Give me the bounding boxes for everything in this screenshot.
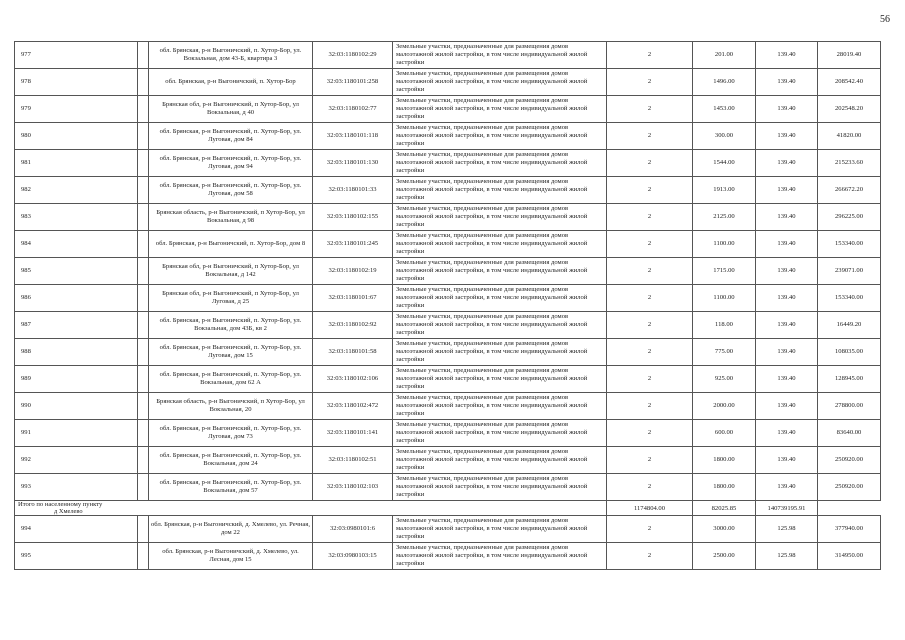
row-number: 983 [15,204,138,231]
land-category-cell: Земельные участки, предназначенные для размещения домов малоэтажной жилой застройки, в том числе индивидуальной жилой застройки [393,177,607,204]
area-cell: 1800.00 [693,474,756,501]
table-row [15,150,881,177]
table-row [15,204,881,231]
row-number: 986 [15,285,138,312]
land-category-cell: Земельные участки, предназначенные для размещения домов малоэтажной жилой застройки, в том числе индивидуальной жилой застройки [393,516,607,543]
area-cell: 1453.00 [693,96,756,123]
area-cell: 1544.00 [693,150,756,177]
table-row [15,312,881,339]
blank-cell [138,447,149,474]
rate-cell: 139.40 [756,339,818,366]
cadastral-number-cell: 32:03:1180102:19 [313,258,393,285]
blank-cell [138,474,149,501]
row-number: 994 [15,516,138,543]
blank-cell [138,258,149,285]
address-cell: обл. Брянская, р-н Выгоничский, п. Хутор-Бор, ул. Вокзальная, дом 62 А [149,366,313,393]
area-cell: 201.00 [693,42,756,69]
row-number: 988 [15,339,138,366]
table-row [15,123,881,150]
rate-cell: 139.40 [756,420,818,447]
blank-cell [138,543,149,570]
table-row [15,69,881,96]
row-number: 992 [15,447,138,474]
blank-cell [138,366,149,393]
rate-cell: 139.40 [756,123,818,150]
cadastral-value-cell: 239071.00 [818,258,881,285]
cadastral-value-cell: 153340.00 [818,231,881,258]
cadastral-value-cell: 41820.00 [818,123,881,150]
cadastral-value-cell: 250920.00 [818,474,881,501]
address-cell: обл. Брянская, р-н Выгоничский, п. Хутор-Бор, ул. Луговая, дом 58 [149,177,313,204]
table-row [15,543,881,570]
group-cell: 2 [607,285,693,312]
cadastral-value-cell: 202548.20 [818,96,881,123]
address-cell: обл. Брянская, р-н Выгоничский, д. Хмелево, ул. Лесная, дом 15 [149,543,313,570]
area-cell: 925.00 [693,366,756,393]
address-cell: обл. Брянская, р-н Выгоничский, п. Хутор-Бор, ул. Вокзальная, дом 57 [149,474,313,501]
group-cell: 2 [607,150,693,177]
rate-cell: 139.40 [756,150,818,177]
land-category-cell: Земельные участки, предназначенные для размещения домов малоэтажной жилой застройки, в том числе индивидуальной жилой застройки [393,96,607,123]
cadastral-number-cell: 32:03:1180102:106 [313,366,393,393]
rate-cell: 139.40 [756,393,818,420]
table-row [15,420,881,447]
land-category-cell: Земельные участки, предназначенные для размещения домов малоэтажной жилой застройки, в том числе индивидуальной жилой застройки [393,258,607,285]
area-cell: 1496.00 [693,69,756,96]
cadastral-value-cell: 314950.00 [818,543,881,570]
group-cell: 2 [607,447,693,474]
row-number: 978 [15,69,138,96]
row-number: 979 [15,96,138,123]
address-cell: обл. Брянская, р-н Выгоничский, п. Хутор-Бор, ул. Вокзальная, дом 24 [149,447,313,474]
cadastral-number-cell: 32:03:1180102:155 [313,204,393,231]
rate-cell: 125.98 [756,516,818,543]
land-category-cell: Земельные участки, предназначенные для размещения домов малоэтажной жилой застройки, в том числе индивидуальной жилой застройки [393,339,607,366]
cadastral-value-cell: 278800.00 [818,393,881,420]
table-row [15,516,881,543]
blank-cell [138,393,149,420]
rate-cell: 125.98 [756,543,818,570]
page-number: 56 [880,14,890,25]
cadastral-number-cell: 32:03:1180101:245 [313,231,393,258]
group-cell: 2 [607,366,693,393]
row-number: 980 [15,123,138,150]
blank-cell [138,339,149,366]
row-number: 982 [15,177,138,204]
address-cell: Брянская обл, р-н Выгоничский, п Хутор-Бор, ул Вокзальная, д 40 [149,96,313,123]
blank-cell [138,516,149,543]
blank-cell [138,42,149,69]
group-cell: 2 [607,123,693,150]
land-category-cell: Земельные участки, предназначенные для размещения домов малоэтажной жилой застройки, в том числе индивидуальной жилой застройки [393,447,607,474]
cadastral-value-cell: 128945.00 [818,366,881,393]
cadastral-value-cell: 266672.20 [818,177,881,204]
row-number: 977 [15,42,138,69]
table-row [15,285,881,312]
table-row [15,231,881,258]
group-cell: 2 [607,177,693,204]
row-number: 985 [15,258,138,285]
cadastral-number-cell: 32:03:1180102:77 [313,96,393,123]
address-cell: обл. Брянская, р-н Выгоничский, п. Хутор-Бор [149,69,313,96]
rate-cell: 139.40 [756,474,818,501]
address-cell: Брянская область, р-н Выгоничский, п Хутор-Бор, ул Вокзальная, 20 [149,393,313,420]
cadastral-value-cell: 377940.00 [818,516,881,543]
cadastral-value-cell: 83640.00 [818,420,881,447]
cadastral-number-cell: 32:03:1180102:29 [313,42,393,69]
group-cell: 2 [607,204,693,231]
blank-cell [138,420,149,447]
table-row [15,42,881,69]
total-label-cell [15,501,607,516]
cadastral-number-cell: 32:03:1180102:472 [313,393,393,420]
group-cell: 2 [607,96,693,123]
cadastral-number-cell: 32:03:1180101:258 [313,69,393,96]
group-cell: 2 [607,339,693,366]
cadastral-number-cell: 32:03:1180101:130 [313,150,393,177]
rate-cell: 139.40 [756,285,818,312]
rate-cell: 139.40 [756,231,818,258]
cadastral-number-cell: 32:03:1180102:51 [313,447,393,474]
rate-cell: 139.40 [756,258,818,285]
rate-cell: 139.40 [756,177,818,204]
group-cell: 2 [607,543,693,570]
cadastral-value-cell: 250920.00 [818,447,881,474]
address-cell: обл. Брянская, р-н Выгоничский, п. Хутор-Бор, дом 8 [149,231,313,258]
table-row [15,96,881,123]
land-category-cell: Земельные участки, предназначенные для размещения домов малоэтажной жилой застройки, в том числе индивидуальной жилой застройки [393,366,607,393]
area-cell: 118.00 [693,312,756,339]
land-category-cell: Земельные участки, предназначенные для размещения домов малоэтажной жилой застройки, в том числе индивидуальной жилой застройки [393,285,607,312]
area-cell: 1715.00 [693,258,756,285]
table-row [15,366,881,393]
group-cell: 2 [607,42,693,69]
next-locality-label: д Хмелево [54,508,83,515]
row-number: 991 [15,420,138,447]
blank-cell [138,285,149,312]
land-category-cell: Земельные участки, предназначенные для размещения домов малоэтажной жилой застройки, в том числе индивидуальной жилой застройки [393,474,607,501]
rate-cell: 139.40 [756,447,818,474]
total-rate: 82025.85 [693,501,756,516]
address-cell: обл. Брянская, р-н Выгоничский, п. Хутор-Бор, ул. Луговая, дом 94 [149,150,313,177]
row-number: 995 [15,543,138,570]
group-cell: 2 [607,312,693,339]
total-label: Итого по населенному пункту [18,501,103,508]
land-category-cell: Земельные участки, предназначенные для размещения домов малоэтажной жилой застройки, в том числе индивидуальной жилой застройки [393,231,607,258]
table-row [15,177,881,204]
cadastral-number-cell: 32:03:1180101:67 [313,285,393,312]
table-row [15,474,881,501]
rate-cell: 139.40 [756,204,818,231]
cadastral-value-table [14,41,881,570]
address-cell: Брянская область, р-н Выгоничский, п Хутор-Бор, ул Вокзальная, д 98 [149,204,313,231]
address-cell: обл. Брянская, р-н Выгоничский, п. Хутор-Бор, ул. Луговая, дом 84 [149,123,313,150]
land-category-cell: Земельные участки, предназначенные для размещения домов малоэтажной жилой застройки, в том числе индивидуальной жилой застройки [393,393,607,420]
area-cell: 600.00 [693,420,756,447]
land-category-cell: Земельные участки, предназначенные для размещения домов малоэтажной жилой застройки, в том числе индивидуальной жилой застройки [393,123,607,150]
address-cell: обл. Брянская, р-н Выгоничский, п. Хутор-Бор, ул. Вокзальная, дом 43-Б, квартира 3 [149,42,313,69]
land-category-cell: Земельные участки, предназначенные для размещения домов малоэтажной жилой застройки, в том числе индивидуальной жилой застройки [393,150,607,177]
table-row [15,393,881,420]
rate-cell: 139.40 [756,96,818,123]
table-row [15,258,881,285]
address-cell: Брянская обл, р-н Выгоничский, п Хутор-Бор, ул Луговая, д 25 [149,285,313,312]
land-category-cell: Земельные участки, предназначенные для размещения домов малоэтажной жилой застройки, в том числе индивидуальной жилой застройки [393,312,607,339]
cadastral-value-cell: 153340.00 [818,285,881,312]
address-cell: обл. Брянская, р-н Выгоничский, п. Хутор-Бор, ул. Луговая, дом 73 [149,420,313,447]
cadastral-value-cell: 16449.20 [818,312,881,339]
blank-cell [138,204,149,231]
group-cell: 2 [607,258,693,285]
area-cell: 300.00 [693,123,756,150]
cadastral-number-cell: 32:03:1180101:141 [313,420,393,447]
rate-cell: 139.40 [756,366,818,393]
land-category-cell: Земельные участки, предназначенные для размещения домов малоэтажной жилой застройки, в том числе индивидуальной жилой застройки [393,69,607,96]
blank-cell [138,123,149,150]
rate-cell: 139.40 [756,69,818,96]
row-number: 987 [15,312,138,339]
cadastral-value-cell: 296225.00 [818,204,881,231]
group-cell: 2 [607,420,693,447]
total-area: 1174804.00 [607,501,693,516]
area-cell: 2000.00 [693,393,756,420]
address-cell: Брянская обл, р-н Выгоничский, п Хутор-Бор, ул Вокзальная, д 142 [149,258,313,285]
land-category-cell: Земельные участки, предназначенные для размещения домов малоэтажной жилой застройки, в том числе индивидуальной жилой застройки [393,420,607,447]
area-cell: 2125.00 [693,204,756,231]
total-row [15,501,881,516]
area-cell: 1100.00 [693,285,756,312]
area-cell: 1100.00 [693,231,756,258]
cadastral-number-cell: 32:03:1180101:33 [313,177,393,204]
cadastral-value-cell: 208542.40 [818,69,881,96]
row-number: 984 [15,231,138,258]
blank-cell [138,96,149,123]
group-cell: 2 [607,516,693,543]
cadastral-number-cell: 32:03:1180101:118 [313,123,393,150]
group-cell: 2 [607,69,693,96]
cadastral-value-cell: 108035.00 [818,339,881,366]
cadastral-number-cell: 32:03:1180102:103 [313,474,393,501]
table-body-hutor-bor [15,42,881,501]
cadastral-value-cell: 215233.60 [818,150,881,177]
group-cell: 2 [607,393,693,420]
blank-cell [138,150,149,177]
table-row [15,339,881,366]
row-number: 990 [15,393,138,420]
cadastral-value-cell: 28019.40 [818,42,881,69]
cadastral-number-cell: 32:03:0980101:6 [313,516,393,543]
cadastral-number-cell: 32:03:1180102:92 [313,312,393,339]
row-number: 989 [15,366,138,393]
table-total-section [15,501,881,516]
group-cell: 2 [607,231,693,258]
row-number: 993 [15,474,138,501]
cadastral-number-cell: 32:03:1180101:58 [313,339,393,366]
rate-cell: 139.40 [756,312,818,339]
address-cell: обл. Брянская, р-н Выгоничский, д. Хмелево, ул. Речная, дом 22 [149,516,313,543]
land-category-cell: Земельные участки, предназначенные для размещения домов малоэтажной жилой застройки, в том числе индивидуальной жилой застройки [393,204,607,231]
table-body-hmelevo [15,516,881,570]
blank-cell [138,177,149,204]
table-row [15,447,881,474]
area-cell: 2500.00 [693,543,756,570]
address-cell: обл. Брянская, р-н Выгоничский, п. Хутор-Бор, ул. Луговая, дом 15 [149,339,313,366]
group-cell: 2 [607,474,693,501]
land-category-cell: Земельные участки, предназначенные для размещения домов малоэтажной жилой застройки, в том числе индивидуальной жилой застройки [393,42,607,69]
address-cell: обл. Брянская, р-н Выгоничский, п. Хутор-Бор, ул. Вокзальная, дом 43Б, кв 2 [149,312,313,339]
area-cell: 1800.00 [693,447,756,474]
blank-cell [138,312,149,339]
total-value: 140739195.91 [756,501,818,516]
area-cell: 1913.00 [693,177,756,204]
blank-cell [138,231,149,258]
land-category-cell: Земельные участки, предназначенные для размещения домов малоэтажной жилой застройки, в том числе индивидуальной жилой застройки [393,543,607,570]
area-cell: 3000.00 [693,516,756,543]
area-cell: 775.00 [693,339,756,366]
rate-cell: 139.40 [756,42,818,69]
row-number: 981 [15,150,138,177]
blank-cell [138,69,149,96]
cadastral-number-cell: 32:03:0980103:15 [313,543,393,570]
